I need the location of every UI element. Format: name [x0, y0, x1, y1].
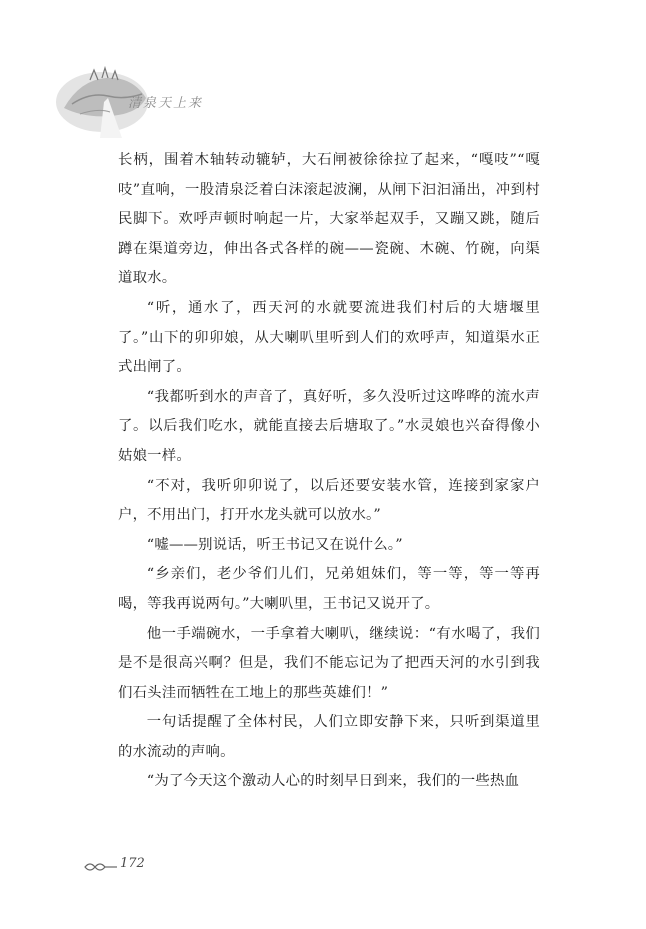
- chapter-body: [118, 146, 540, 797]
- paragraph: “我都听到水的声音了，真好听，多久没听过这哗哗的流水声了。以后我们吃水，就能直接去后塘取了。”水灵娘也兴奋得像小姑娘一样。: [118, 388, 540, 464]
- paragraph: “嘘——别说话，听王书记又在说什么。”: [146, 536, 403, 553]
- paragraph: “为了今天这个激动人心的时刻早日到来，我们的一些热血: [146, 773, 520, 790]
- paragraph: 长柄，围着木轴转动辘轳，大石闸被徐徐拉了起来，“嘎吱”“嘎吱”直响，一股清泉泛着白沫滚起波澜，从闸下汩汩涌出，冲到村民脚下。欢呼声顿时响起一片，大家举起双手，又蹦又跳，随后蹲在渠道旁边，伸出各式各样的碗——瓷碗、木碗、竹碗，向渠道取水。: [118, 152, 540, 287]
- paragraph: “乡亲们，老少爷们儿们，兄弟姐妹们，等一等，等一等再喝，等我再说两句。”大喇叭里，王书记又说开了。: [118, 566, 540, 612]
- paragraph: “不对，我听卯卯说了，以后还要安装水管，连接到家家户户，不用出门，打开水龙头就可以放水。”: [118, 477, 540, 524]
- paragraph: 他一手端碗水，一手拿着大喇叭，继续说：“有水喝了，我们是不是很高兴啊？但是，我们不能忘记为了把西天河的水引到我们石头洼而牺牲在工地上的那些英雄们！”: [118, 625, 540, 701]
- page-footer: [84, 856, 204, 880]
- book-title: 清泉天上来: [128, 96, 204, 111]
- paragraph: “听，通水了，西天河的水就要流进我们村后的大塘堰里了。”山下的卯卯娘，从大喇叭里听到人们的欢呼声，知道渠水正式出闸了。: [118, 299, 540, 376]
- page-number: 172: [120, 856, 145, 871]
- running-header: [50, 58, 350, 138]
- paragraph: 一句话提醒了全体村民，人们立即安静下来，只听到渠道里的水流动的声响。: [118, 714, 540, 760]
- leaf-ornament-icon: [84, 860, 118, 874]
